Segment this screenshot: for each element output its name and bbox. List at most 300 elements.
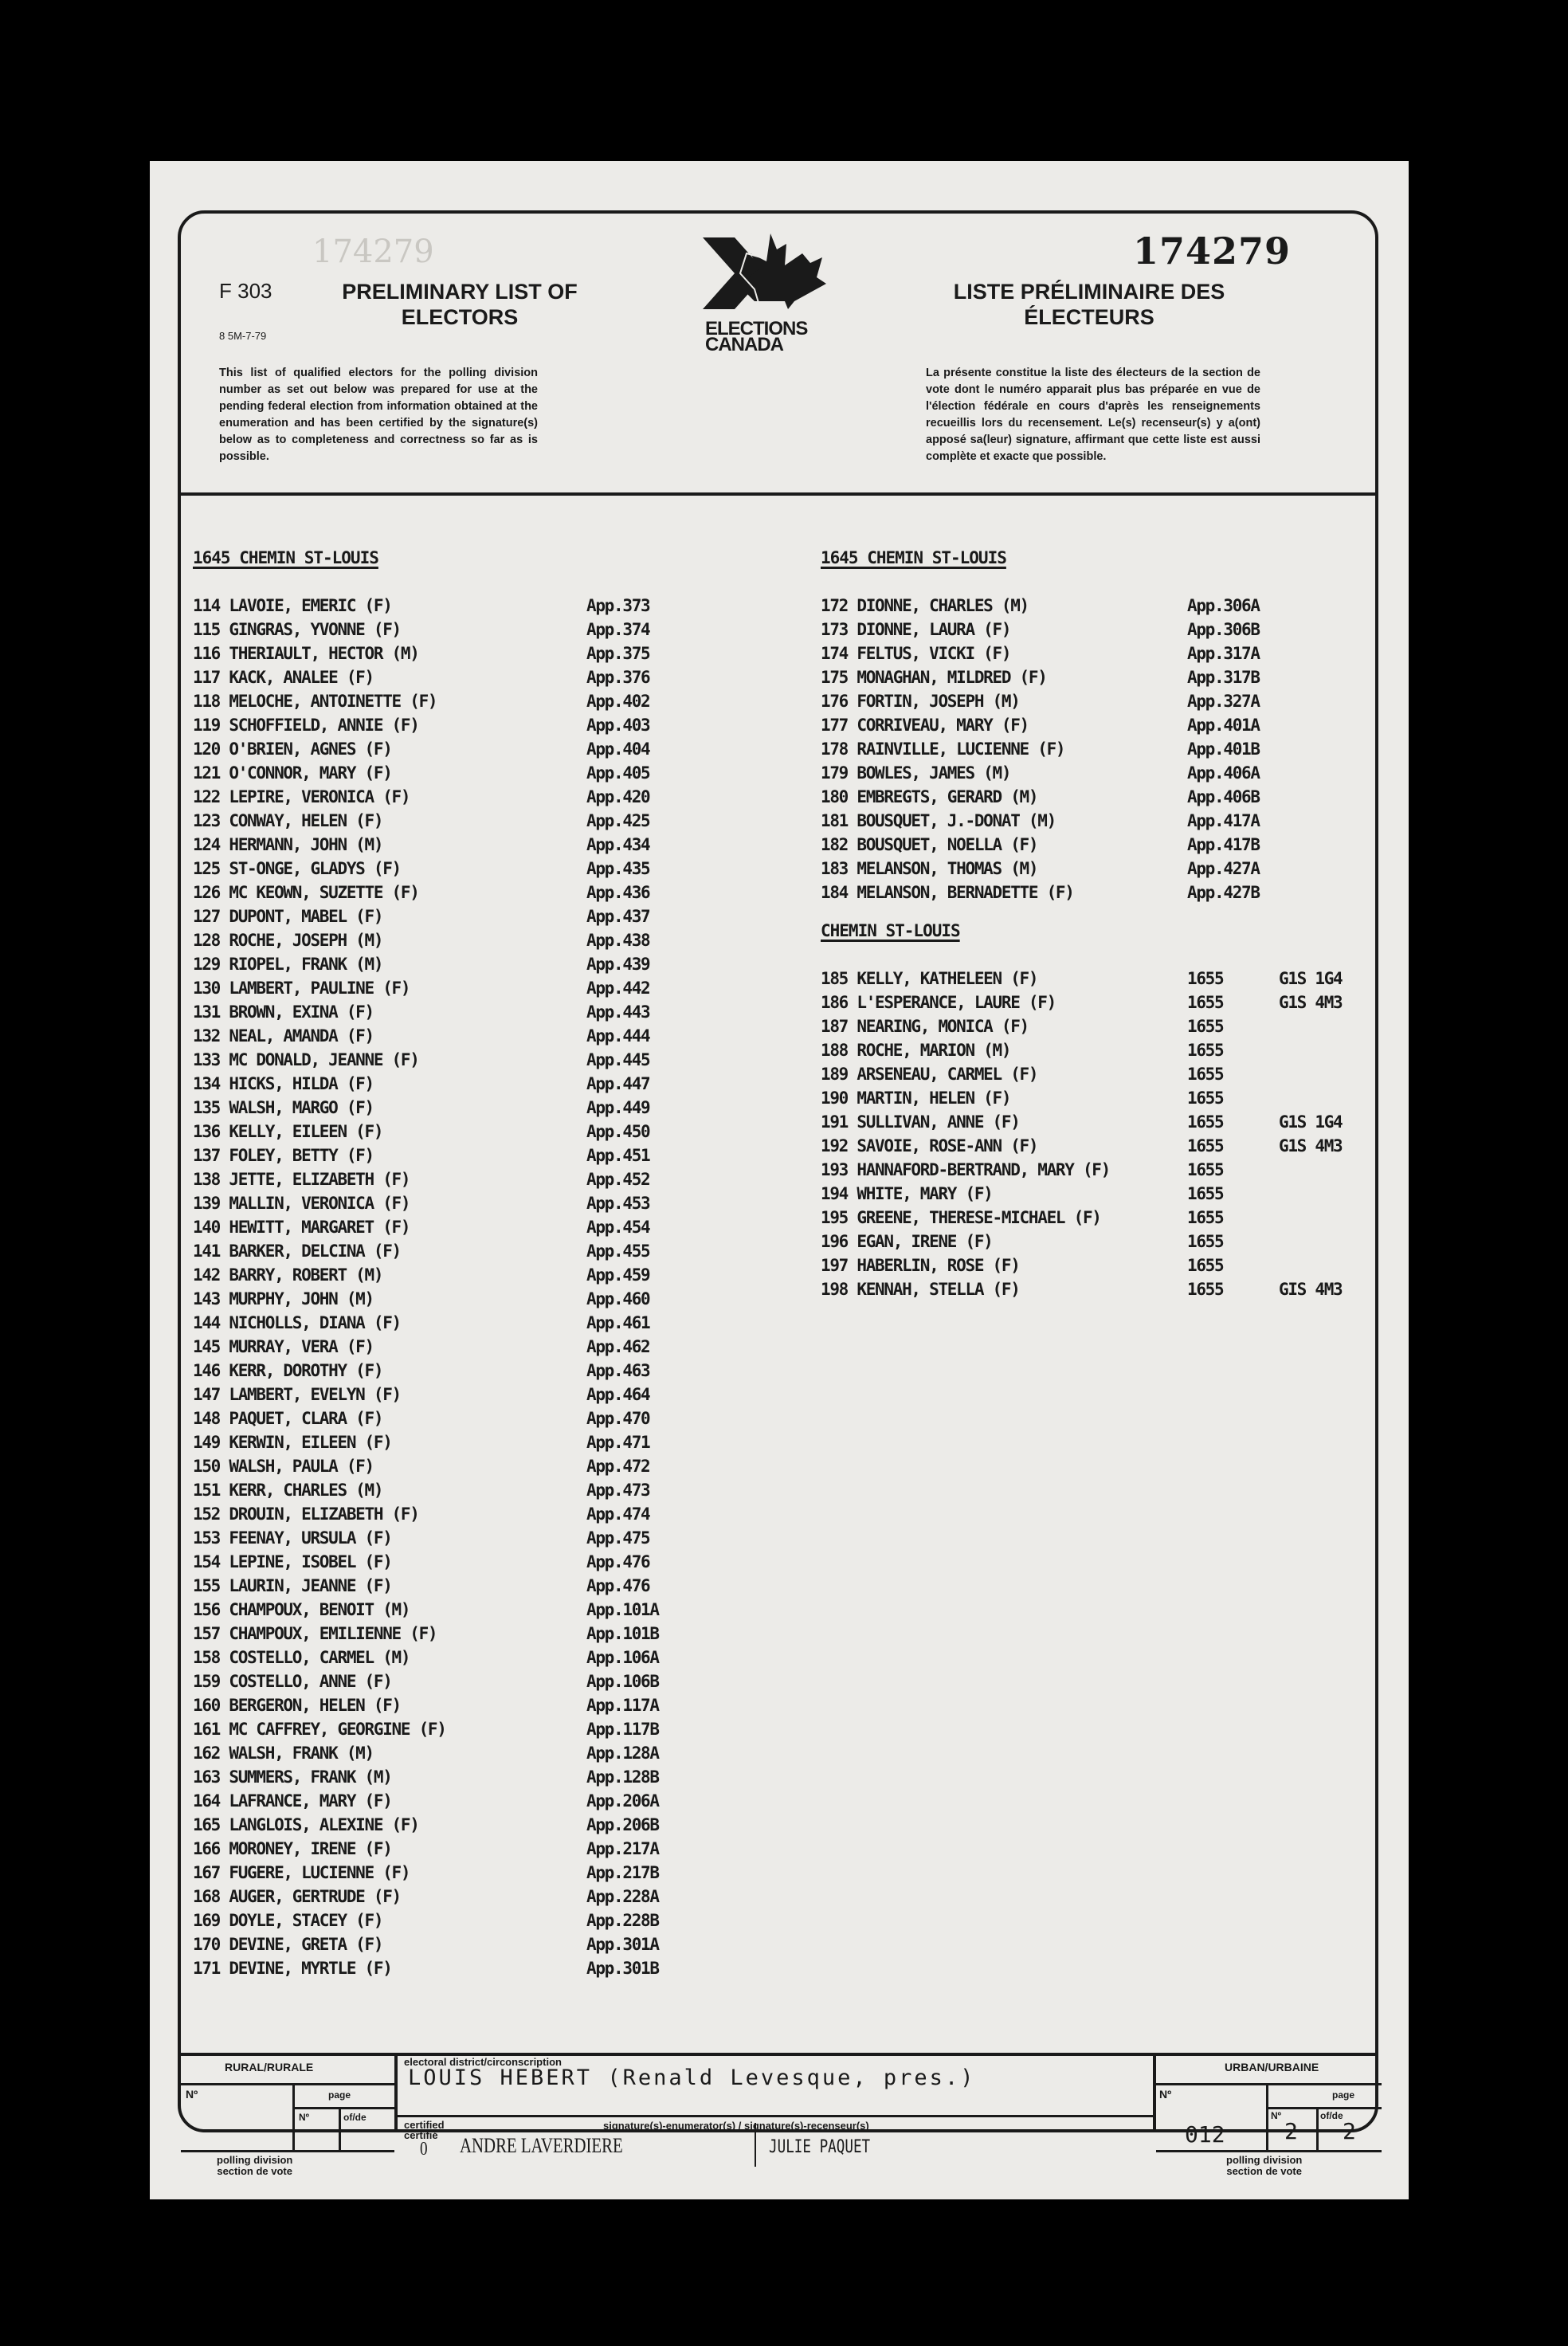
rural-page-label: page	[328, 2089, 351, 2101]
elector-row	[821, 763, 1378, 787]
elector-name: 184 MELANSON, BERNADETTE (F)	[821, 883, 1074, 902]
elector-row	[821, 1232, 1378, 1256]
elector-name: 190 MARTIN, HELEN (F)	[821, 1089, 1011, 1108]
elector-row	[193, 1504, 751, 1528]
elector-address: 1655	[1187, 993, 1224, 1012]
electors-list-left	[193, 548, 751, 1983]
elector-name: 147 LAMBERT, EVELYN (F)	[193, 1385, 401, 1404]
rural-page-no-label: Nº	[299, 2112, 310, 2123]
elector-row	[193, 1720, 751, 1744]
elector-row	[193, 1696, 751, 1720]
elector-row	[821, 1136, 1378, 1160]
elector-address: App.317A	[1187, 644, 1260, 663]
elector-address: App.128A	[586, 1744, 659, 1763]
elector-address: App.306A	[1187, 596, 1260, 615]
elector-row	[193, 1576, 751, 1600]
elector-name: 119 SCHOFFIELD, ANNIE (F)	[193, 716, 419, 735]
elector-name: 130 LAMBERT, PAULINE (F)	[193, 979, 410, 998]
elector-address: App.436	[586, 883, 650, 902]
elector-row	[193, 763, 751, 787]
elector-address: App.406B	[1187, 787, 1260, 806]
elector-name: 167 FUGERE, LUCIENNE (F)	[193, 1863, 410, 1882]
elector-name: 197 HABERLIN, ROSE (F)	[821, 1256, 1020, 1275]
elector-row	[821, 1160, 1378, 1184]
elector-row	[193, 811, 751, 835]
elector-name: 176 FORTIN, JOSEPH (M)	[821, 692, 1020, 711]
elector-name: 160 BERGERON, HELEN (F)	[193, 1696, 401, 1715]
elector-address: App.425	[586, 811, 650, 830]
elector-address: App.459	[586, 1265, 650, 1285]
district-value: LOUIS HEBERT (Renald Levesque, pres.)	[408, 2066, 976, 2090]
elector-address: App.327A	[1187, 692, 1260, 711]
form-header	[181, 214, 1375, 496]
elector-name: 170 DEVINE, GRETA (F)	[193, 1935, 383, 1954]
elector-name: 179 BOWLES, JAMES (M)	[821, 763, 1011, 783]
elector-address: App.106B	[586, 1672, 659, 1691]
elector-address: App.301A	[586, 1935, 659, 1954]
elector-name: 143 MURPHY, JOHN (M)	[193, 1289, 374, 1308]
elector-name: 136 KELLY, EILEEN (F)	[193, 1122, 383, 1141]
elector-row	[193, 1050, 751, 1074]
elector-row	[193, 1911, 751, 1935]
certified-value: 0	[420, 2139, 428, 2160]
elector-name: 131 BROWN, EXINA (F)	[193, 1002, 374, 1022]
elector-row	[193, 1457, 751, 1481]
elector-address: App.455	[586, 1242, 650, 1261]
elector-row	[821, 1112, 1378, 1136]
polling-label-fr: section de vote	[217, 2165, 292, 2177]
elector-address: App.443	[586, 1002, 650, 1022]
urban-no-label: Nº	[1159, 2088, 1172, 2101]
elector-address: App.117A	[586, 1696, 659, 1715]
elector-name: 169 DOYLE, STACEY (F)	[193, 1911, 383, 1930]
elector-row	[821, 1184, 1378, 1208]
rural-page-of-label: of/de	[343, 2112, 367, 2123]
title-english-line1: PRELIMINARY LIST OF	[342, 280, 578, 304]
elector-address: App.464	[586, 1385, 650, 1404]
elector-row	[193, 1552, 751, 1576]
elector-name: 195 GREENE, THERESE-MICHAEL (F)	[821, 1208, 1101, 1227]
form-frame	[178, 210, 1378, 2177]
elector-address: App.460	[586, 1289, 650, 1308]
urban-label: URBAN/URBAINE	[1225, 2061, 1319, 2073]
elector-address: App.228A	[586, 1887, 659, 1906]
elector-row	[193, 1146, 751, 1170]
elector-row	[193, 859, 751, 883]
signature-label: signature(s)-enumerator(s) / signature(s)-recenseur(s)	[603, 2120, 869, 2132]
elector-address: App.476	[586, 1552, 650, 1571]
elector-name: 121 O'CONNOR, MARY (F)	[193, 763, 392, 783]
elector-row	[193, 692, 751, 716]
elector-row	[821, 1041, 1378, 1065]
elector-row	[193, 1313, 751, 1337]
electors-list-sheet	[150, 161, 1409, 2199]
elector-row	[193, 1744, 751, 1767]
elector-name: 134 HICKS, HILDA (F)	[193, 1074, 374, 1093]
elector-address: App.417B	[1187, 835, 1260, 854]
elector-address: App.128B	[586, 1767, 659, 1787]
elector-address: App.401B	[1187, 740, 1260, 759]
elector-name: 124 HERMANN, JOHN (M)	[193, 835, 383, 854]
elector-address: App.470	[586, 1409, 650, 1428]
urban-polling-number: 012	[1185, 2121, 1225, 2148]
elector-name: 115 GINGRAS, YVONNE (F)	[193, 620, 401, 639]
elector-row	[193, 883, 751, 907]
elector-name: 138 JETTE, ELIZABETH (F)	[193, 1170, 410, 1189]
elector-address: 1655	[1187, 1065, 1224, 1084]
elector-rows-left	[193, 596, 751, 1983]
elector-name: 127 DUPONT, MABEL (F)	[193, 907, 383, 926]
elector-name: 149 KERWIN, EILEEN (F)	[193, 1433, 392, 1452]
elector-row	[193, 907, 751, 931]
elector-address: App.217B	[586, 1863, 659, 1882]
elector-row	[821, 596, 1378, 620]
elector-name: 181 BOUSQUET, J.-DONAT (M)	[821, 811, 1056, 830]
elector-name: 145 MURRAY, VERA (F)	[193, 1337, 374, 1356]
elector-address: 1655	[1187, 1041, 1224, 1060]
elector-address: 1655	[1187, 1112, 1224, 1132]
elector-address: 1655	[1187, 1184, 1224, 1203]
elector-name: 148 PAQUET, CLARA (F)	[193, 1409, 383, 1428]
elector-name: 189 ARSENEAU, CARMEL (F)	[821, 1065, 1038, 1084]
elector-postal-code: G1S 4M3	[1279, 993, 1343, 1012]
elector-name: 114 LAVOIE, EMERIC (F)	[193, 596, 392, 615]
elector-row	[193, 668, 751, 692]
elector-name: 140 HEWITT, MARGARET (F)	[193, 1218, 410, 1237]
elector-row	[193, 1002, 751, 1026]
elector-row	[821, 993, 1378, 1017]
elector-address: App.206A	[586, 1791, 659, 1810]
elector-address: App.454	[586, 1218, 650, 1237]
elector-address: App.442	[586, 979, 650, 998]
elector-row	[193, 1026, 751, 1050]
elector-address: App.228B	[586, 1911, 659, 1930]
elector-address: App.217A	[586, 1839, 659, 1858]
elector-address: App.374	[586, 620, 650, 639]
elector-address: App.373	[586, 596, 650, 615]
enumerator-signature-1: ANDRE LAVERDIERE	[460, 2134, 623, 2157]
elector-name: 120 O'BRIEN, AGNES (F)	[193, 740, 392, 759]
elector-name: 125 ST-ONGE, GLADYS (F)	[193, 859, 401, 878]
street-heading: 1645 CHEMIN ST-LOUIS	[193, 548, 378, 567]
elector-name: 166 MORONEY, IRENE (F)	[193, 1839, 392, 1858]
elector-name: 135 WALSH, MARGO (F)	[193, 1098, 374, 1117]
elector-name: 180 EMBREGTS, GERARD (M)	[821, 787, 1038, 806]
urban-polling-label	[1226, 2155, 1302, 2177]
elector-name: 194 WHITE, MARY (F)	[821, 1184, 993, 1203]
elector-row	[193, 596, 751, 620]
elector-row	[193, 1385, 751, 1409]
elector-row	[821, 740, 1378, 763]
form-date: 8 5M-7-79	[219, 330, 267, 342]
elector-name: 158 COSTELLO, CARMEL (M)	[193, 1648, 410, 1667]
elector-name: 151 KERR, CHARLES (M)	[193, 1481, 383, 1500]
elector-row	[193, 955, 751, 979]
elector-name: 172 DIONNE, CHARLES (M)	[821, 596, 1029, 615]
elector-row	[821, 668, 1378, 692]
elector-address: 1655	[1187, 1089, 1224, 1108]
elector-row	[193, 1863, 751, 1887]
elector-address: App.452	[586, 1170, 650, 1189]
elector-name: 177 CORRIVEAU, MARY (F)	[821, 716, 1029, 735]
elector-row	[193, 716, 751, 740]
elector-address: App.476	[586, 1576, 650, 1595]
elector-name: 185 KELLY, KATHELEEN (F)	[821, 969, 1038, 988]
elector-name: 116 THERIAULT, HECTOR (M)	[193, 644, 419, 663]
elector-address: 1655	[1187, 1160, 1224, 1179]
elector-address: App.402	[586, 692, 650, 711]
urban-page-label: page	[1332, 2089, 1355, 2101]
elector-name: 152 DROUIN, ELIZABETH (F)	[193, 1504, 419, 1524]
elector-row	[193, 835, 751, 859]
elector-name: 123 CONWAY, HELEN (F)	[193, 811, 383, 830]
elector-row	[193, 1959, 751, 1983]
elector-row	[193, 1170, 751, 1194]
elector-name: 174 FELTUS, VICKI (F)	[821, 644, 1011, 663]
elector-address: App.439	[586, 955, 650, 974]
elector-address: App.461	[586, 1313, 650, 1332]
elector-address: App.445	[586, 1050, 650, 1069]
elector-name: 129 RIOPEL, FRANK (M)	[193, 955, 383, 974]
urban-page-number: 2	[1284, 2118, 1298, 2144]
elector-row	[193, 1361, 751, 1385]
elector-row	[193, 1815, 751, 1839]
elector-name: 182 BOUSQUET, NOELLA (F)	[821, 835, 1038, 854]
serial-number: 174279	[1133, 230, 1292, 273]
elector-address: App.301B	[586, 1959, 659, 1978]
elector-row	[193, 1767, 751, 1791]
elector-address: App.427A	[1187, 859, 1260, 878]
elector-address: App.451	[586, 1146, 650, 1165]
elector-row	[193, 644, 751, 668]
elector-address: App.417A	[1187, 811, 1260, 830]
elector-address: App.376	[586, 668, 650, 687]
elector-name: 117 KACK, ANALEE (F)	[193, 668, 374, 687]
elector-name: 171 DEVINE, MYRTLE (F)	[193, 1959, 392, 1978]
polling-label-fr: section de vote	[1226, 2165, 1302, 2177]
polling-label-en: polling division	[1226, 2154, 1303, 2166]
elector-name: 164 LAFRANCE, MARY (F)	[193, 1791, 392, 1810]
electors-list-right	[821, 548, 1378, 1304]
elector-name: 157 CHAMPOUX, EMILIENNE (F)	[193, 1624, 437, 1643]
elector-address: App.462	[586, 1337, 650, 1356]
elector-address: App.437	[586, 907, 650, 926]
elector-address: 1655	[1187, 969, 1224, 988]
elector-row	[193, 620, 751, 644]
elector-address: App.403	[586, 716, 650, 735]
urban-page-of-label: of/de	[1320, 2110, 1343, 2121]
polling-label-en: polling division	[217, 2154, 293, 2166]
elector-name: 191 SULLIVAN, ANNE (F)	[821, 1112, 1020, 1132]
elector-row	[193, 1672, 751, 1696]
elector-name: 150 WALSH, PAULA (F)	[193, 1457, 374, 1476]
elector-address: App.453	[586, 1194, 650, 1213]
elector-address: App.434	[586, 835, 650, 854]
enumerator-signature-2: JULIE PAQUET	[769, 2137, 871, 2157]
elector-address: App.444	[586, 1026, 650, 1046]
elector-rows-right-2	[821, 969, 1378, 1304]
elector-name: 173 DIONNE, LAURA (F)	[821, 620, 1011, 639]
street-heading: CHEMIN ST-LOUIS	[821, 921, 960, 940]
intro-french: La présente constitue la liste des électeurs de la section de vote dont le numéro apparait plus bas préparée en vue de l'élection fédérale en cours d'après les renseignements recueillis lors du recensement. Le(s) recenseur(s) y a(ont) apposé sa(leur) signature, affirmant que cette liste est aussi complète et exacte que possible.	[926, 367, 1260, 463]
elector-address: App.401A	[1187, 716, 1260, 735]
form-code: F 303	[219, 279, 272, 303]
elector-name: 144 NICHOLLS, DIANA (F)	[193, 1313, 401, 1332]
logo-text-elections: ELECTIONS	[705, 318, 808, 339]
elector-row	[193, 1409, 751, 1433]
elector-address: App.463	[586, 1361, 650, 1380]
elector-row	[193, 1098, 751, 1122]
elector-address: App.471	[586, 1433, 650, 1452]
elector-address: 1655	[1187, 1256, 1224, 1275]
intro-english: This list of qualified electors for the polling division number as set out below was prepared for use at the pending federal election from information obtained at the enumeration and has been certified by the signature(s) below as to completeness and correctness so far as is possible.	[219, 367, 538, 463]
elector-address: App.406A	[1187, 763, 1260, 783]
elector-postal-code: GIS 4M3	[1279, 1280, 1343, 1299]
elector-row	[821, 692, 1378, 716]
elector-row	[193, 1194, 751, 1218]
elector-row	[193, 1648, 751, 1672]
rural-no-label: Nº	[186, 2088, 198, 2101]
rural-label: RURAL/RURALE	[225, 2061, 314, 2073]
elector-address: App.438	[586, 931, 650, 950]
elector-name: 146 KERR, DOROTHY (F)	[193, 1361, 383, 1380]
elector-row	[821, 1017, 1378, 1041]
elector-name: 133 MC DONALD, JEANNE (F)	[193, 1050, 419, 1069]
elector-address: App.447	[586, 1074, 650, 1093]
elector-address: 1655	[1187, 1232, 1224, 1251]
elector-name: 162 WALSH, FRANK (M)	[193, 1744, 374, 1763]
elector-row	[193, 1624, 751, 1648]
elector-address: App.375	[586, 644, 650, 663]
elector-address: App.101B	[586, 1624, 659, 1643]
elector-name: 161 MC CAFFREY, GEORGINE (F)	[193, 1720, 446, 1739]
elector-name: 165 LANGLOIS, ALEXINE (F)	[193, 1815, 419, 1834]
elector-row	[821, 1089, 1378, 1112]
street-heading: 1645 CHEMIN ST-LOUIS	[821, 548, 1006, 567]
elector-row	[193, 1481, 751, 1504]
elector-row	[821, 644, 1378, 668]
elector-name: 186 L'ESPERANCE, LAURE (F)	[821, 993, 1056, 1012]
elector-row	[821, 620, 1378, 644]
elector-name: 139 MALLIN, VERONICA (F)	[193, 1194, 410, 1213]
elections-canada-logo	[691, 230, 834, 355]
elector-address: 1655	[1187, 1017, 1224, 1036]
elector-row	[193, 787, 751, 811]
elector-row	[821, 787, 1378, 811]
elector-address: App.474	[586, 1504, 650, 1524]
form-footer	[181, 2053, 1375, 2177]
elector-postal-code: G1S 1G4	[1279, 1112, 1343, 1132]
elector-name: 142 BARRY, ROBERT (M)	[193, 1265, 383, 1285]
elector-row	[821, 1065, 1378, 1089]
title-french	[930, 279, 1249, 330]
elector-name: 118 MELOCHE, ANTOINETTE (F)	[193, 692, 437, 711]
certified-label-en: certified	[404, 2119, 445, 2131]
elector-address: App.420	[586, 787, 650, 806]
certified-label	[404, 2120, 445, 2140]
ghost-serial-imprint: 174279	[312, 233, 434, 270]
elector-rows-right-1	[821, 596, 1378, 907]
maple-leaf-x-icon	[691, 230, 834, 317]
elector-row	[821, 1256, 1378, 1280]
title-french-line1: LISTE PRÉLIMINAIRE DES	[953, 280, 1225, 304]
elector-address: App.435	[586, 859, 650, 878]
elector-row	[821, 859, 1378, 883]
elector-row	[193, 1265, 751, 1289]
elector-row	[193, 1337, 751, 1361]
urban-page-no-label: Nº	[1271, 2110, 1282, 2121]
elector-row	[821, 1208, 1378, 1232]
elector-row	[193, 1122, 751, 1146]
elector-address: 1655	[1187, 1280, 1224, 1299]
elector-name: 196 EGAN, IRENE (F)	[821, 1232, 993, 1251]
elector-row	[821, 835, 1378, 859]
elector-row	[821, 969, 1378, 993]
elector-name: 187 NEARING, MONICA (F)	[821, 1017, 1029, 1036]
elector-row	[193, 1528, 751, 1552]
elector-address: App.405	[586, 763, 650, 783]
elector-postal-code: G1S 4M3	[1279, 1136, 1343, 1155]
elector-row	[193, 1074, 751, 1098]
elector-address: App.427B	[1187, 883, 1260, 902]
district-label: electoral district/circonscription	[404, 2056, 562, 2068]
elector-name: 154 LEPINE, ISOBEL (F)	[193, 1552, 392, 1571]
elector-row	[193, 1887, 751, 1911]
elector-name: 126 MC KEOWN, SUZETTE (F)	[193, 883, 419, 902]
elector-address: App.472	[586, 1457, 650, 1476]
elector-address: App.475	[586, 1528, 650, 1548]
elector-address: App.101A	[586, 1600, 659, 1619]
elector-row	[193, 1289, 751, 1313]
elector-row	[193, 1218, 751, 1242]
elector-row	[821, 1280, 1378, 1304]
elector-address: App.317B	[1187, 668, 1260, 687]
elector-row	[193, 1839, 751, 1863]
elector-name: 183 MELANSON, THOMAS (M)	[821, 859, 1038, 878]
title-english	[332, 279, 587, 330]
elector-row	[821, 716, 1378, 740]
rural-polling-label	[217, 2155, 292, 2177]
elector-row	[821, 811, 1378, 835]
elector-row	[193, 931, 751, 955]
elector-postal-code: G1S 1G4	[1279, 969, 1343, 988]
elector-address: 1655	[1187, 1208, 1224, 1227]
elector-name: 156 CHAMPOUX, BENOIT (M)	[193, 1600, 410, 1619]
elector-name: 175 MONAGHAN, MILDRED (F)	[821, 668, 1047, 687]
elector-name: 153 FEENAY, URSULA (F)	[193, 1528, 392, 1548]
elector-address: App.106A	[586, 1648, 659, 1667]
elector-address: 1655	[1187, 1136, 1224, 1155]
elector-row	[193, 1791, 751, 1815]
title-english-line2: ELECTORS	[401, 305, 519, 329]
elector-name: 122 LEPIRE, VERONICA (F)	[193, 787, 410, 806]
elector-address: App.449	[586, 1098, 650, 1117]
elector-row	[193, 740, 751, 763]
elector-address: App.206B	[586, 1815, 659, 1834]
elector-name: 137 FOLEY, BETTY (F)	[193, 1146, 374, 1165]
elector-name: 192 SAVOIE, ROSE-ANN (F)	[821, 1136, 1038, 1155]
elector-name: 132 NEAL, AMANDA (F)	[193, 1026, 374, 1046]
elector-address: App.404	[586, 740, 650, 759]
elector-name: 178 RAINVILLE, LUCIENNE (F)	[821, 740, 1065, 759]
elector-name: 188 ROCHE, MARION (M)	[821, 1041, 1011, 1060]
elector-row	[193, 1935, 751, 1959]
elector-row	[193, 1433, 751, 1457]
elector-name: 193 HANNAFORD-BERTRAND, MARY (F)	[821, 1160, 1110, 1179]
elector-name: 155 LAURIN, JEANNE (F)	[193, 1576, 392, 1595]
elector-name: 159 COSTELLO, ANNE (F)	[193, 1672, 392, 1691]
elector-address: App.473	[586, 1481, 650, 1500]
